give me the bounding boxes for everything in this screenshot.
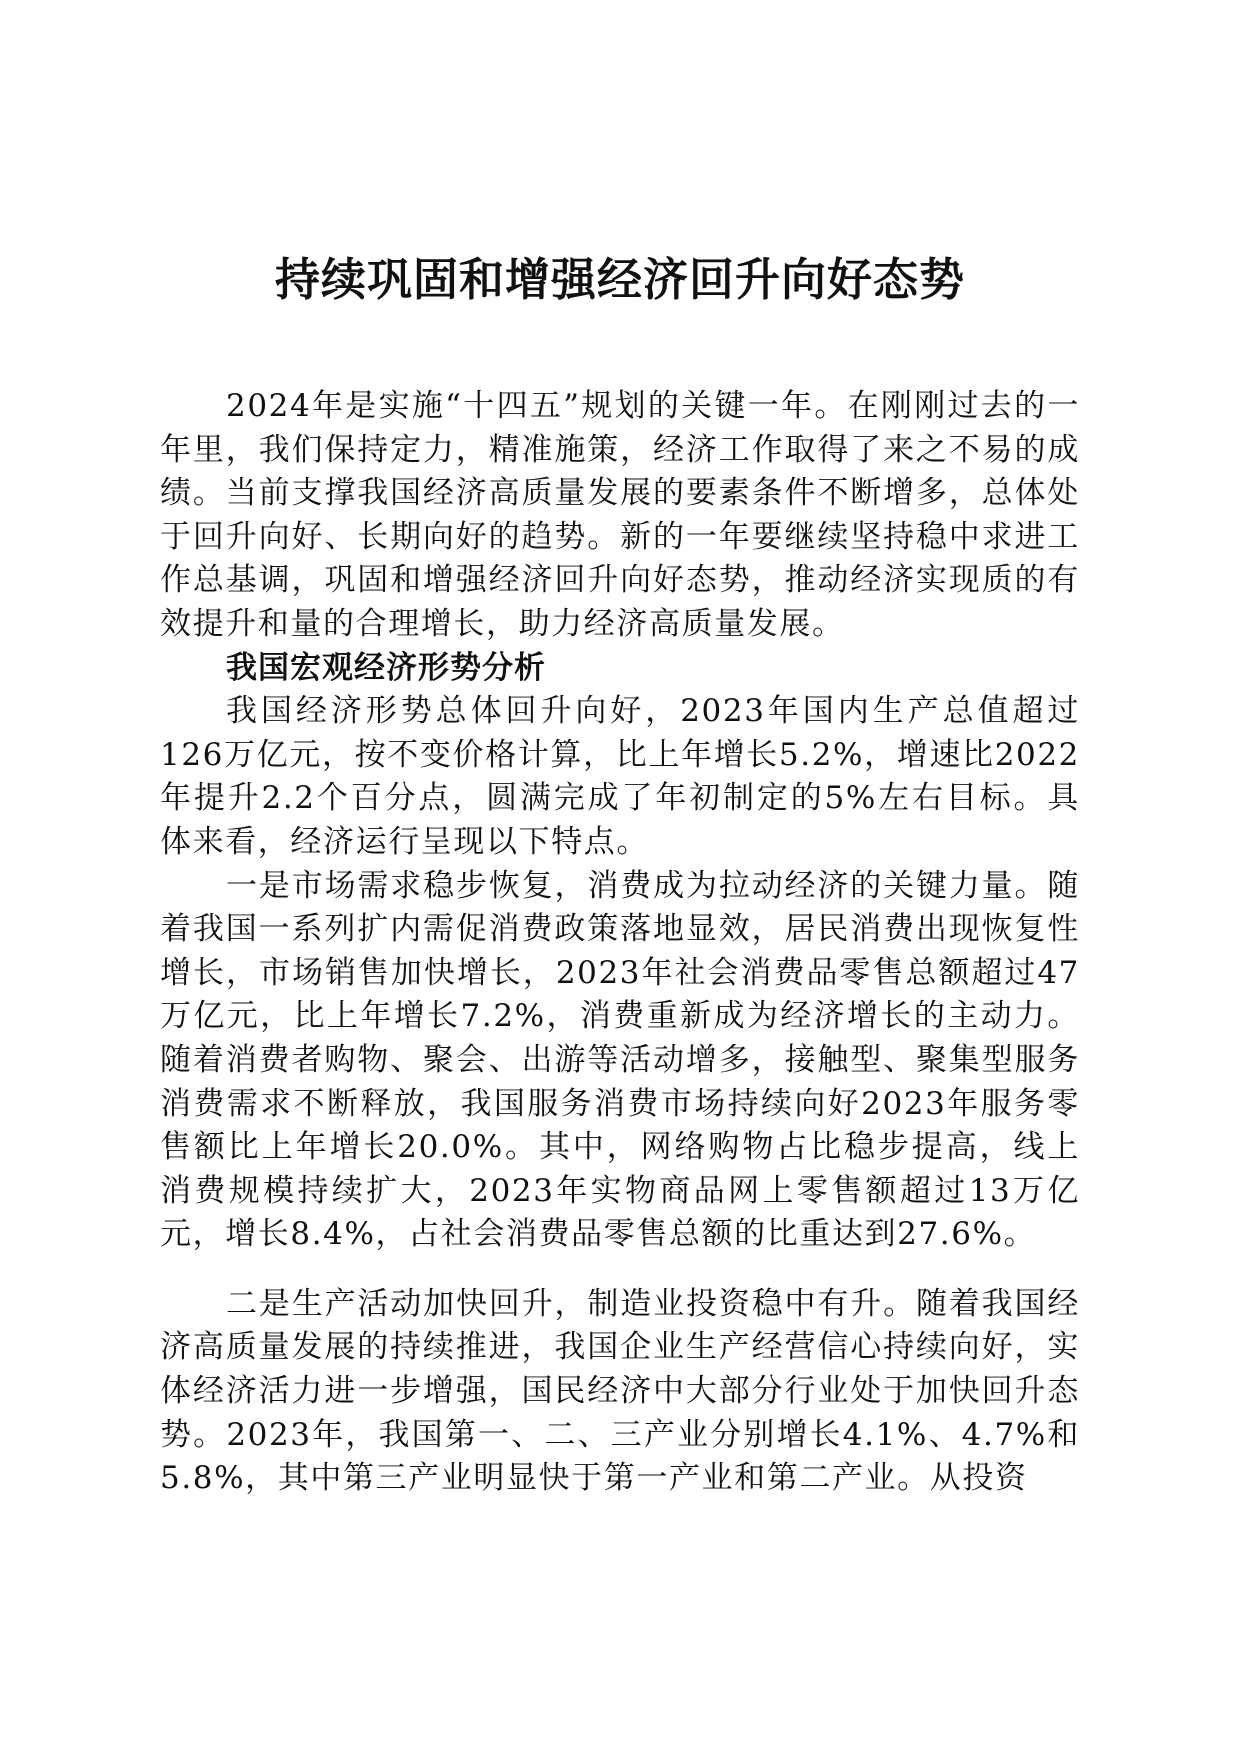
- section-heading: 我国宏观经济形势分析: [226, 649, 546, 686]
- paragraph-production: 二是生产活动加快回升，制造业投资稳中有升。随着我国经济高质量发展的持续推进，我国企业生产经营信心持续向好，实体经济活力进一步增强，国民经济中大部分行业处于加快回升态势。2023年，我国第一、二、三产业分别增长4.1%、4.7%和5.8%，其中第三产业明显快于第一产业和第二产业。从投资: [160, 1285, 1080, 1497]
- document-body: [160, 385, 1080, 1501]
- document-title: 持续巩固和增强经济回升向好态势: [274, 253, 965, 306]
- paragraph-consumption: 一是市场需求稳步恢复，消费成为拉动经济的关键力量。随着我国一系列扩内需促消费政策落地显效，居民消费出现恢复性增长，市场销售加快增长，2023年社会消费品零售总额超过47万亿元，比上年增长7.2%，消费重新成为经济增长的主动力。随着消费者购物、聚会、出游等活动增多，接触型、聚集型服务消费需求不断释放，我国服务消费市场持续向好2023年服务零售额比上年增长20.0%。其中，网络购物占比稳步提高，线上消费规模持续扩大，2023年实物商品网上零售额超过13万亿元，增长8.4%，占社会消费品零售总额的比重达到27.6%。: [160, 867, 1080, 1253]
- intro-paragraph: 2024年是实施“十四五”规划的关键一年。在刚刚过去的一年里，我们保持定力，精准施策，经济工作取得了来之不易的成绩。当前支撑我国经济高质量发展的要素条件不断增多，总体处于回升向好、长期向好的趋势。新的一年要继续坚持稳中求进工作总基调，巩固和增强经济回升向好态势，推动经济实现质的有效提升和量的合理增长，助力经济高质量发展。: [160, 388, 1080, 642]
- paragraph-overview: 我国经济形势总体回升向好，2023年国内生产总值超过126万亿元，按不变价格计算，比上年增长5.2%，增速比2022年提升2.2个百分点，圆满完成了年初制定的5%左右目标。具体来看，经济运行呈现以下特点。: [160, 693, 1080, 860]
